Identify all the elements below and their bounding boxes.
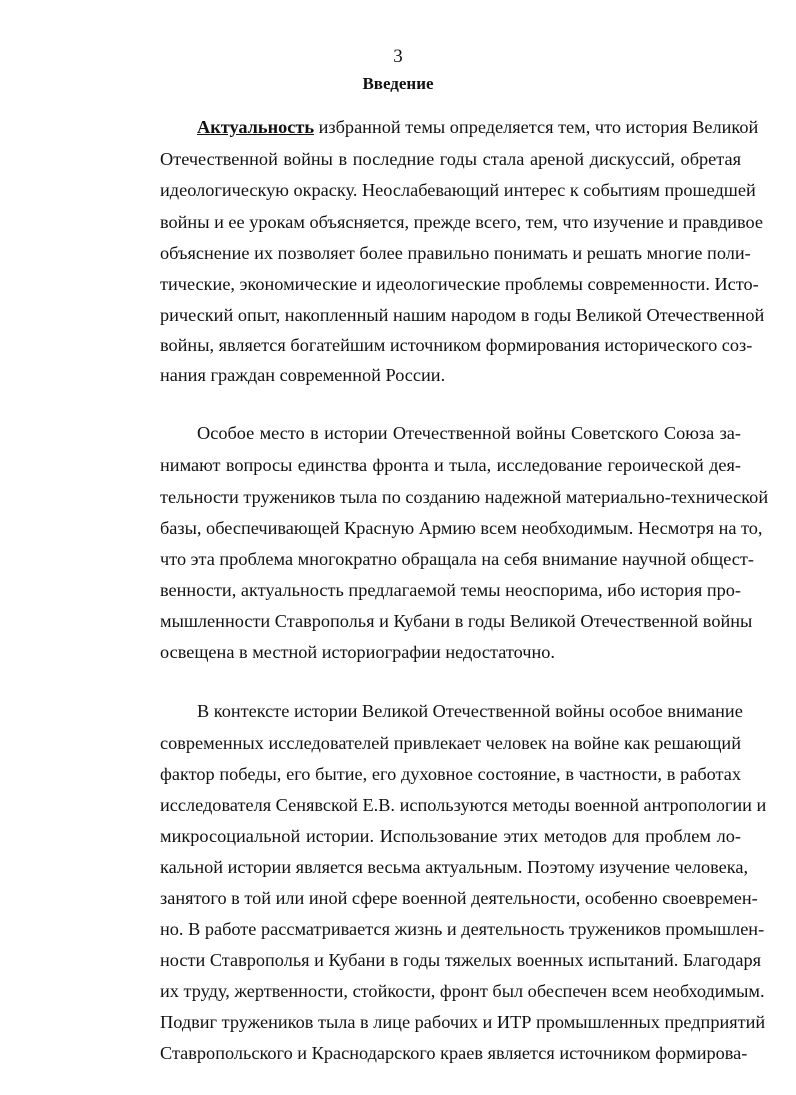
paragraph-3-line: Ставропольского и Краснодарского краев является источником формирова- — [160, 1043, 748, 1063]
paragraph-3-line: кальной истории является весьма актуальным. Поэтому изучение человека, — [160, 857, 749, 877]
paragraph-2-line-1: Особое место в истории Отечественной войны Советского Союза за- — [197, 423, 741, 443]
paragraph-3-line: ности Ставрополья и Кубани в годы тяжелых военных испытаний. Благодаря — [160, 950, 762, 970]
paragraph-3-line: фактор победы, его бытие, его духовное состояние, в частности, в работах — [160, 764, 741, 784]
paragraph-3-line: их труду, жертвенности, стойкости, фронт был обеспечен всем необходимым. — [160, 981, 765, 1001]
paragraph-2-line: нимают вопросы единства фронта и тыла, исследование героической дея- — [160, 455, 741, 475]
paragraph-2-line: венности, актуальность предлагаемой темы неоспорима, ибо история про- — [160, 580, 741, 600]
paragraph-2-line: мышленности Ставрополья и Кубани в годы Великой Отечественной войны — [160, 611, 753, 631]
section-heading: Введение — [362, 74, 434, 93]
paragraph-3-line: но. В работе рассматривается жизнь и деятельность тружеников промышлен- — [160, 919, 765, 939]
paragraph-2-line: базы, обеспечивающей Красную Армию всем необходимым. Несмотря на то, — [160, 518, 763, 538]
paragraph-1-line: войны, является богатейшим источником формирования исторического соз- — [160, 335, 753, 355]
paragraph-3-line: занятого в той или иной сфере военной деятельности, особенно своевремен- — [160, 888, 758, 908]
paragraph-1-line: тические, экономические и идеологические проблемы современности. Исто- — [160, 274, 759, 294]
paragraph-1-line: войны и ее урокам объясняется, прежде всего, тем, что изучение и правдивое — [160, 212, 764, 232]
paragraph-2-line: тельности тружеников тыла по созданию надежной материально-технической — [160, 487, 769, 507]
paragraph-1-line: идеологическую окраску. Неослабевающий интерес к событиям прошедшей — [160, 180, 756, 200]
paragraph-3-line: современных исследователей привлекает человек на войне как решающий — [160, 733, 741, 753]
paragraph-1-line: Отечественной войны в последние годы стала ареной дискуссий, обретая — [160, 149, 741, 169]
term-relevance: Актуальность — [197, 117, 315, 137]
paragraph-1-line: рический опыт, накопленный нашим народом в годы Великой Отечественной — [160, 305, 765, 325]
paragraph-3-line: исследователя Сенявской Е.В. используются методы военной антропологии и — [160, 795, 767, 815]
paragraph-3-line-1: В контексте истории Великой Отечественной войны особое внимание — [197, 701, 743, 721]
paragraph-1-line-1 — [197, 116, 759, 138]
paragraph-2-line: что эта проблема многократно обращала на себя внимание научной общест- — [160, 549, 754, 569]
paragraph-3-line: Подвиг тружеников тыла в лице рабочих и ИТР промышленных предприятий — [160, 1012, 766, 1032]
paragraph-2-line: освещена в местной историографии недостаточно. — [160, 642, 555, 662]
paragraph-1-line: нания граждан современной России. — [160, 365, 446, 385]
paragraph-3-line: микросоциальной истории. Использование этих методов для проблем ло- — [160, 826, 741, 846]
paragraph-1-line: объяснение их позволяет более правильно понимать и решать многие поли- — [160, 243, 751, 263]
page-number: 3 — [393, 46, 403, 67]
paragraph-1-lead-text: избранной темы определяется тем, что история Великой — [314, 117, 759, 137]
